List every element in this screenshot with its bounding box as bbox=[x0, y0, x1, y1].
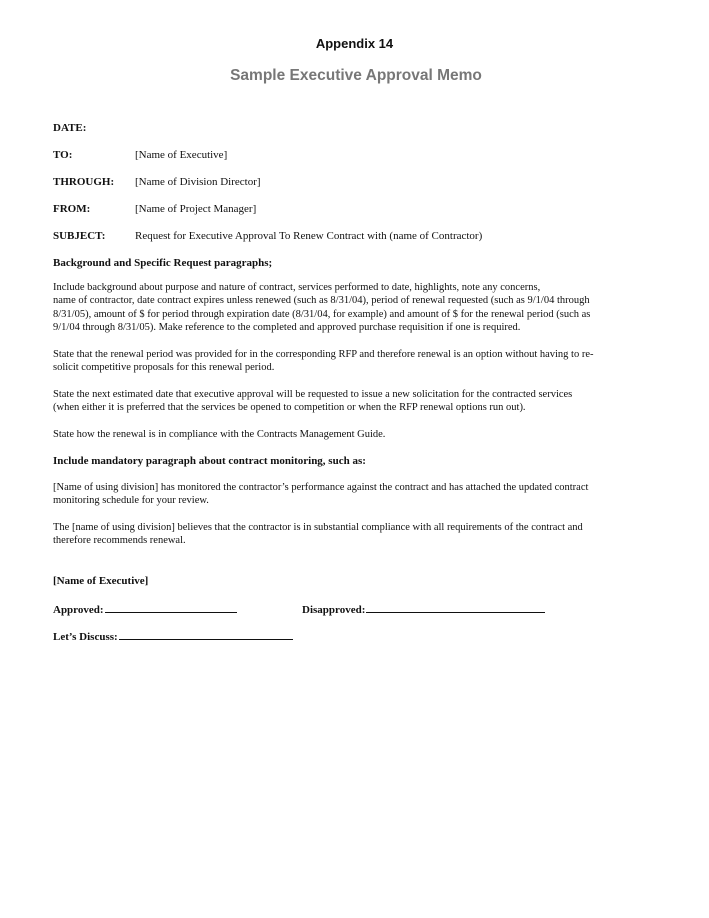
through-label: THROUGH: bbox=[53, 176, 115, 188]
approved-signature bbox=[53, 602, 237, 617]
paragraph-line: name of contractor, date contract expires unless renewed (such as 8/31/04), period of renewal requested (such as 9/1/04 through bbox=[53, 295, 590, 307]
to-value: [Name of Executive] bbox=[135, 149, 228, 161]
renewal-period-paragraph bbox=[53, 348, 653, 375]
paragraph-line: State that the renewal period was provided for in the corresponding RFP and therefore renewal is an option without having to re- bbox=[53, 349, 594, 360]
compliance-paragraph bbox=[53, 428, 653, 441]
subject-value: Request for Executive Approval To Renew Contract with (name of Contractor) bbox=[135, 230, 483, 242]
through-value: [Name of Division Director] bbox=[135, 176, 261, 188]
recommendation-paragraph bbox=[53, 521, 653, 548]
discuss-signature-line[interactable] bbox=[119, 629, 293, 640]
from-value: [Name of Project Manager] bbox=[135, 203, 257, 215]
paragraph-line: State how the renewal is in compliance with the Contracts Management Guide. bbox=[53, 429, 386, 440]
discuss-label: Let’s Discuss: bbox=[53, 631, 118, 643]
paragraph-line: The [name of using division] believes that the contractor is in substantial compliance with all requirements of the contract and bbox=[53, 522, 583, 533]
disapproved-label: Disapproved: bbox=[302, 604, 366, 616]
disapproved-signature bbox=[302, 602, 545, 617]
to-label: TO: bbox=[53, 149, 73, 161]
date-label: DATE: bbox=[53, 122, 87, 134]
discuss-signature bbox=[53, 629, 293, 644]
background-paragraph bbox=[53, 281, 653, 334]
paragraph-line: 8/31/05), amount of $ for period through expiration date (8/31/04, for example) and amount of $ for the renewal period (such as bbox=[53, 308, 591, 320]
memo-title: Sample Executive Approval Memo bbox=[230, 67, 482, 84]
approved-label: Approved: bbox=[53, 604, 104, 616]
paragraph-line: 9/1/04 through 8/31/05). Make reference to the completed and approved purchase requisition if one is required. bbox=[53, 321, 521, 333]
approved-signature-line[interactable] bbox=[105, 602, 237, 613]
appendix-label: Appendix 14 bbox=[315, 36, 394, 51]
monitoring-heading: Include mandatory paragraph about contract monitoring, such as: bbox=[53, 455, 366, 467]
disapproved-signature-line[interactable] bbox=[366, 602, 545, 613]
paragraph-line: (when either it is preferred that the services be opened to competition or when the RFP renewal options run out). bbox=[53, 402, 526, 414]
executive-name: [Name of Executive] bbox=[53, 575, 149, 587]
paragraph-line: [Name of using division] has monitored the contractor’s performance against the contract and has attached the updated contract bbox=[53, 482, 589, 493]
background-heading: Background and Specific Request paragraphs; bbox=[53, 257, 273, 269]
subject-label: SUBJECT: bbox=[53, 230, 106, 242]
paragraph-line: State the next estimated date that executive approval will be requested to issue a new solicitation for the contracted services bbox=[53, 389, 573, 400]
from-label: FROM: bbox=[53, 203, 91, 215]
paragraph-line: monitoring schedule for your review. bbox=[53, 495, 209, 507]
paragraph-line: Include background about purpose and nature of contract, services performed to date, highlights, note any concerns, bbox=[53, 282, 541, 293]
monitoring-paragraph bbox=[53, 481, 653, 508]
next-approval-paragraph bbox=[53, 388, 653, 415]
paragraph-line: solicit competitive proposals for this renewal period. bbox=[53, 362, 275, 374]
paragraph-line: therefore recommends renewal. bbox=[53, 535, 186, 547]
